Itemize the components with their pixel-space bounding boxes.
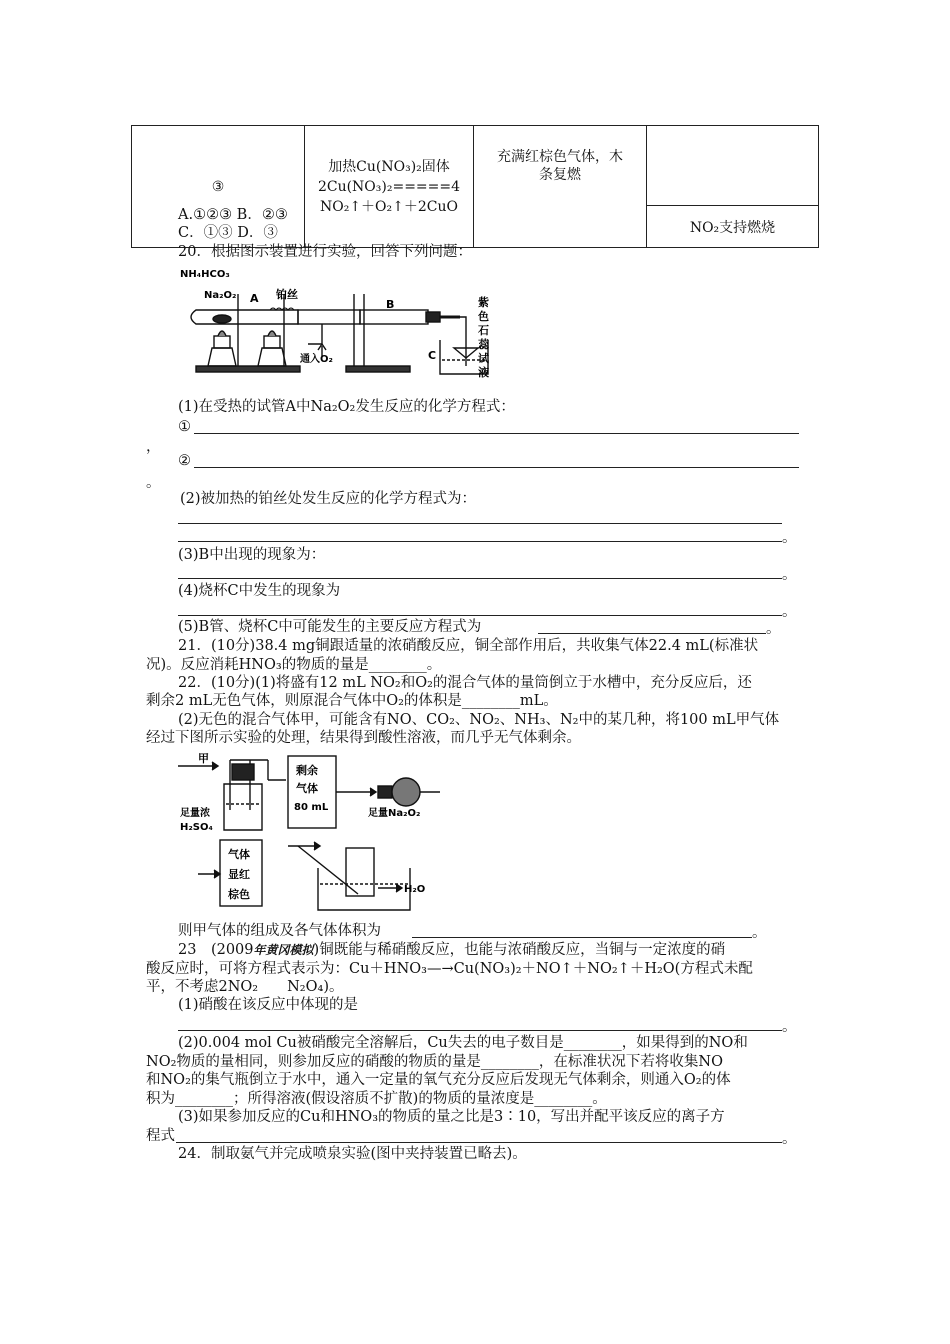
litmus-char: 色 (478, 310, 489, 323)
q23-part2-line1: (2)0.004 mol Cu被硝酸完全溶解后，Cu失去的电子数目是________，如果得到的NO和 (178, 1035, 748, 1051)
experiment-line-2: 2Cu(NO₃)₂=====4 (317, 178, 461, 195)
period-mark: 。 (782, 1131, 797, 1147)
label-b: B (386, 298, 395, 311)
q20-part3: (3)B中出现的现象为： (178, 547, 326, 563)
experiment-line-1: 加热Cu(NO₃)₂固体 (328, 158, 450, 175)
experiment-line-3: NO₂↑＋O₂↑＋2CuO (319, 198, 458, 215)
label-a: A (250, 292, 259, 305)
q20-stem: 20．根据图示装置进行实验，回答下列问题： (178, 244, 472, 260)
litmus-char: 液 (478, 366, 489, 379)
q23-number: 23 (2009 (178, 942, 254, 958)
answer-line (178, 523, 782, 524)
litmus-char: 紫 (478, 296, 489, 309)
q20-circle2: ② (178, 453, 191, 469)
phenomenon-line-2: 条复燃 (539, 167, 581, 183)
label-o2-inlet: 通入O₂ (300, 354, 333, 365)
q23-part2-line2: NO₂物质的量相同，则参加反应的硝酸的物质的量是________，在标准状况下若将收集NO (146, 1054, 723, 1070)
q20-period: 。 (146, 475, 161, 491)
label-na2o2-excess: 足量Na₂O₂ (368, 808, 421, 819)
q23-part2-line4: 积为________；所得溶液(假设溶质不扩散)的物质的量浓度是________。 (146, 1091, 607, 1107)
label-h2so4-a: 足量浓 (180, 808, 210, 819)
q20-part1: (1)在受热的试管A中Na₂O₂发生反应的化学方程式： (178, 399, 515, 415)
q20-comma: ， (146, 439, 161, 455)
phenomenon-line-1: 充满红棕色气体，木 (497, 149, 623, 165)
q21-line2: 况)。反应消耗HNO₃的物质的量是________。 (146, 657, 442, 673)
q23-line2: 酸反应时，可将方程式表示为：Cu＋HNO₃—→Cu(NO₃)₂＋NO↑＋NO₂↑＋H₂O(方程式未配 (146, 961, 753, 977)
label-remaining-2: 气体 (296, 782, 318, 795)
q22-line1: 22．(10分)(1)将盛有12 mL NO₂和O₂的混合气体的量筒倒立于水槽中，充分反应后，还 (178, 675, 752, 691)
answer-line (538, 633, 766, 634)
litmus-char: 蕊 (478, 338, 489, 351)
label-c: C (428, 349, 437, 362)
label-h2o: H₂O (404, 884, 426, 895)
q21-line1: 21．(10分)38.4 mg铜跟适量的浓硝酸反应，铜全部作用后，共收集气体22.4 mL(标准状 (178, 638, 759, 654)
q20-circle1: ① (178, 419, 191, 435)
answer-line (178, 541, 782, 542)
litmus-char: 石 (478, 324, 489, 337)
period-mark: 。 (752, 925, 767, 941)
label-gas-2: 显红 (228, 868, 250, 881)
q24-line1: 24．制取氨气并完成喷泉实验(图中夹持装置已略去)。 (178, 1146, 527, 1162)
label-remaining-3: 80 mL (294, 802, 329, 813)
period-mark: 。 (766, 621, 781, 637)
answer-line (194, 433, 799, 434)
label-na2o2: Na₂O₂ (204, 290, 237, 301)
q23-line1 (178, 941, 725, 959)
q19-options-ab: A.①②③ B．②③ (178, 207, 288, 223)
q20-part2: (2)被加热的铂丝处发生反应的化学方程式为： (180, 491, 477, 507)
period-mark: 。 (782, 1019, 797, 1035)
label-jia: 甲 (198, 752, 209, 765)
q23-part3-line1: (3)如果参加反应的Cu和HNO₃的物质的量之比是3∶10，写出并配平该反应的离子方 (178, 1109, 725, 1125)
period-mark: 。 (782, 567, 797, 583)
q23-line3: 平，不考虑2NO₂ N₂O₄)。 (146, 979, 344, 995)
q22-line5: 则甲气体的组成及各气体体积为 (178, 923, 381, 939)
label-platinum: 铂丝 (276, 288, 298, 301)
answer-line (194, 467, 799, 468)
table-cell-empty (647, 126, 819, 206)
answer-line (178, 615, 782, 616)
q20-apparatus-figure (178, 264, 508, 380)
q20-part5: (5)B管、烧杯C中可能发生的主要反应方程式为 (178, 619, 482, 635)
answer-line (176, 1142, 782, 1143)
label-nh4hco3: NH₄HCO₃ (180, 269, 230, 280)
label-gas-3: 棕色 (228, 888, 250, 901)
period-mark: 。 (782, 604, 797, 620)
answer-line (178, 1030, 782, 1031)
q20-part4: (4)烧杯C中发生的现象为 (178, 583, 341, 599)
q22-line3: (2)无色的混合气体甲，可能含有NO、CO₂、NO₂、NH₃、N₂中的某几种，将100 mL甲气体 (178, 712, 780, 728)
q22-line2: 剩余2 mL无色气体，则原混合气体中O₂的体积是________mL。 (146, 693, 558, 709)
label-gas-1: 气体 (228, 848, 250, 861)
q22-apparatus-figure (178, 750, 448, 916)
q23-text: )铜既能与稀硝酸反应，也能与浓硝酸反应，当铜与一定浓度的硝 (313, 942, 726, 958)
answer-line (412, 937, 752, 938)
table-cell-phenomenon (474, 126, 647, 248)
answer-line (178, 578, 782, 579)
q19-options-cd: C．①③ D．③ (178, 225, 278, 241)
q22-line4: 经过下图所示实验的处理，结果得到酸性溶液，而几乎无气体剩余。 (146, 730, 581, 746)
period-mark: 。 (782, 530, 797, 546)
label-remaining-1: 剩余 (296, 764, 318, 777)
litmus-char: 试 (478, 352, 489, 365)
row-number: ③ (211, 178, 225, 195)
label-h2so4-b: H₂SO₄ (180, 822, 213, 833)
q23-part2-line3: 和NO₂的集气瓶倒立于水中，通入一定量的氧气充分反应后发现无气体剩余，则通入O₂的体 (146, 1072, 731, 1088)
q23-part3-line2: 程式 (146, 1128, 175, 1144)
q23-part1: (1)硝酸在该反应中体现的是 (178, 997, 359, 1013)
table-cell-conclusion (647, 206, 819, 248)
conclusion-text: NO₂支持燃烧 (689, 219, 776, 236)
q23-source: 年黄冈模拟 (253, 943, 314, 957)
table-cell-experiment (305, 126, 474, 248)
